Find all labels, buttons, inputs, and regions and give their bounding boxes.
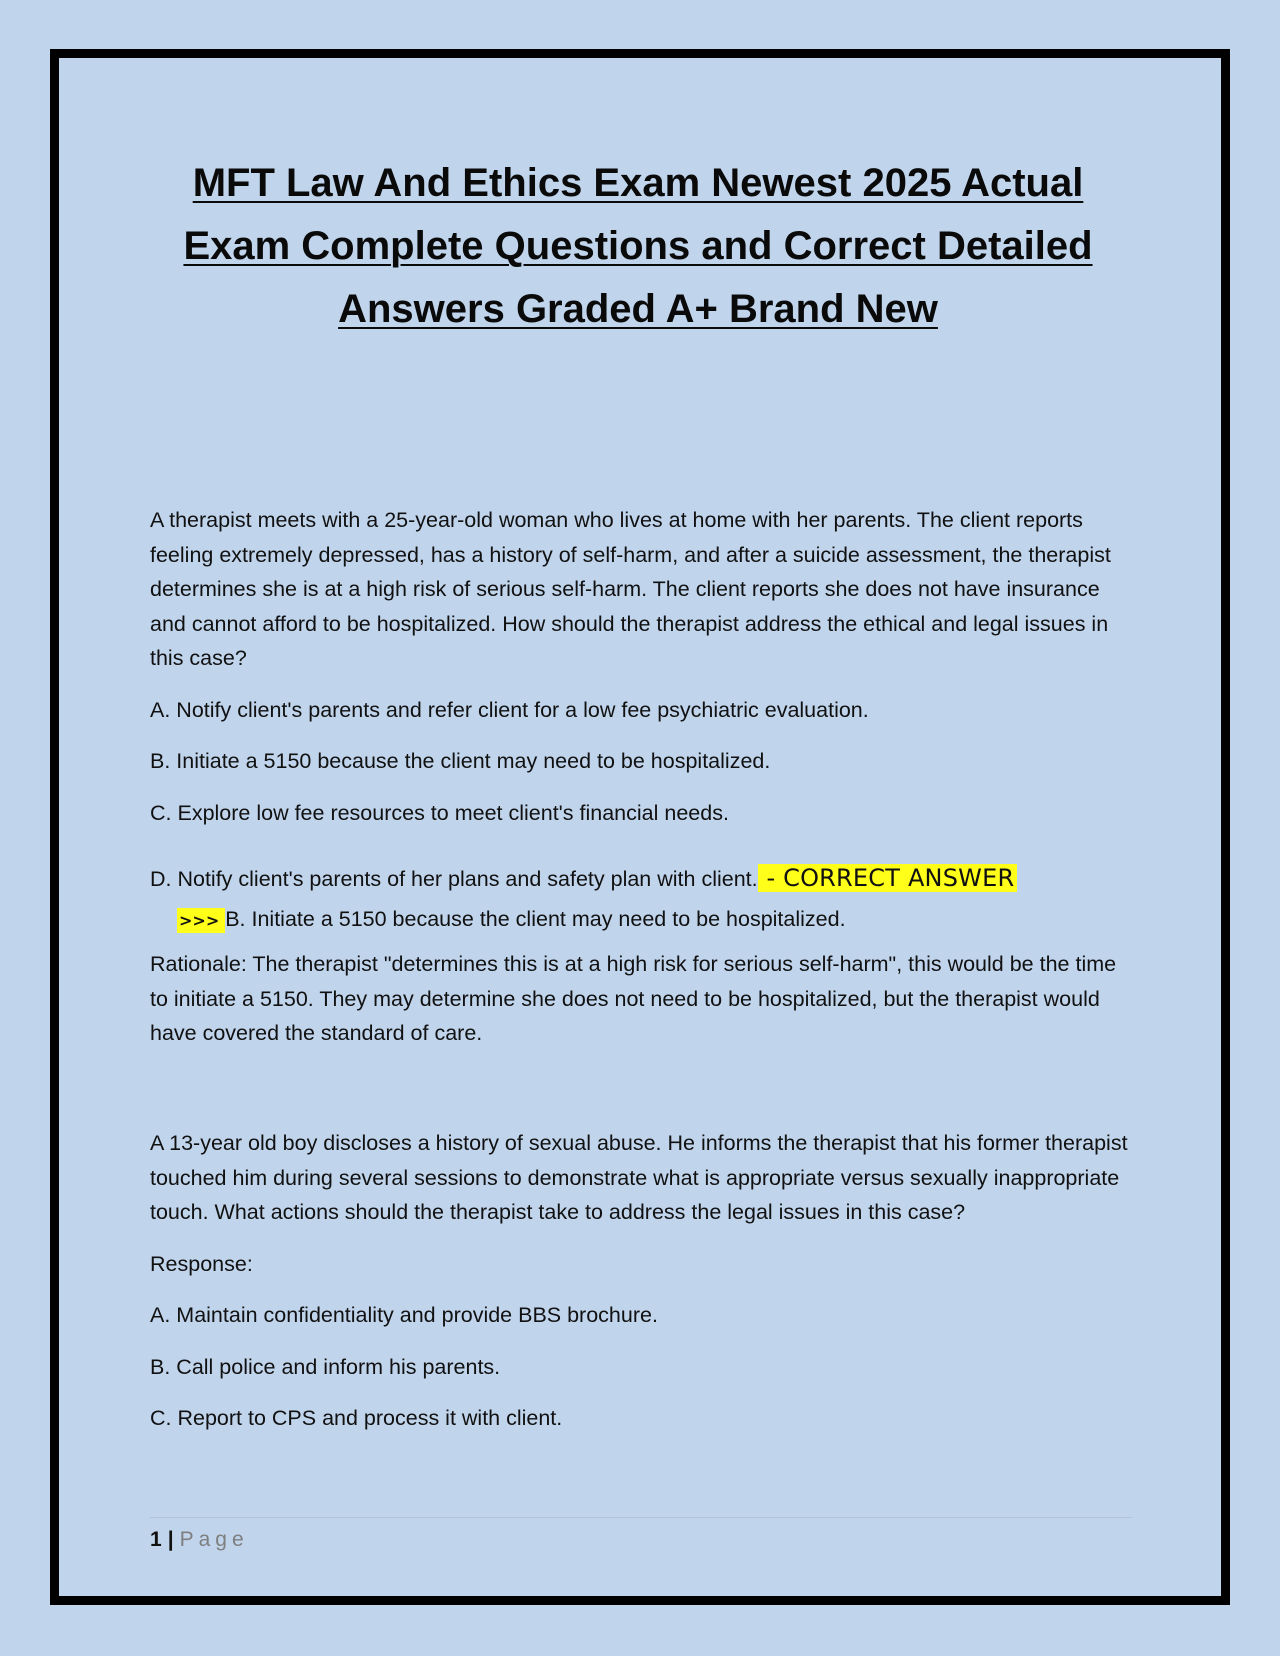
question-1	[150, 503, 1130, 1051]
page-footer	[150, 1525, 249, 1555]
question-1-option-d: D. Notify client's parents of her plans and safety plan with client.	[150, 867, 758, 891]
footer-divider	[150, 1517, 1132, 1518]
question-2	[150, 1126, 1130, 1436]
question-2-prompt: A 13-year old boy discloses a history of sexual abuse. He informs the therapist that his former therapist touched him during several sessions to demonstrate what is appropriate versus sexually inappropriate touch. What actions should the therapist take to address the legal issues in this case?	[150, 1131, 1128, 1224]
question-2-option-b: B. Call police and inform his parents.	[150, 1354, 501, 1379]
correct-answer-highlight: - CORRECT ANSWER	[758, 864, 1018, 892]
question-2-option-c: C. Report to CPS and process it with client.	[150, 1406, 563, 1430]
question-1-option-b: B. Initiate a 5150 because the client may need to be hospitalized.	[150, 749, 771, 773]
question-1-option-d-with-answer	[150, 858, 1130, 941]
question-1-prompt: A therapist meets with a 25-year-old woman who lives at home with her parents. The client reports feeling extremely depressed, has a history of self-harm, and after a suicide assessment, the therapist determines she is at a high risk of serious self-harm. The client reports she does not have insurance and cannot afford to be hospitalized. How should the therapist address the ethical and legal issues in this case?	[150, 508, 1111, 670]
question-1-answer: B. Initiate a 5150 because the client may need to be hospitalized.	[225, 907, 846, 931]
page-label: Page	[179, 1528, 249, 1551]
footer-separator: |	[167, 1528, 174, 1551]
question-1-option-a: A. Notify client's parents and refer client for a low fee psychiatric evaluation.	[150, 697, 869, 722]
page-number: 1	[150, 1528, 162, 1551]
answer-arrows-highlight: >>>	[177, 908, 225, 933]
question-2-option-a: A. Maintain confidentiality and provide BBS brochure.	[150, 1303, 658, 1327]
document-title	[150, 152, 1126, 341]
question-1-rationale: Rationale: The therapist "determines this is at a high risk for serious self-harm", this would be the time to initiate a 5150. They may determine she does not need to be hospitalized, but the therapist would have covered the standard of care.	[150, 952, 1117, 1045]
question-1-option-c: C. Explore low fee resources to meet client's financial needs.	[150, 800, 729, 825]
question-2-response-label: Response:	[150, 1251, 253, 1276]
document-title-text: MFT Law And Ethics Exam Newest 2025 Actual Exam Complete Questions and Correct Detailed Answers Graded A+ Brand New	[183, 161, 1093, 331]
